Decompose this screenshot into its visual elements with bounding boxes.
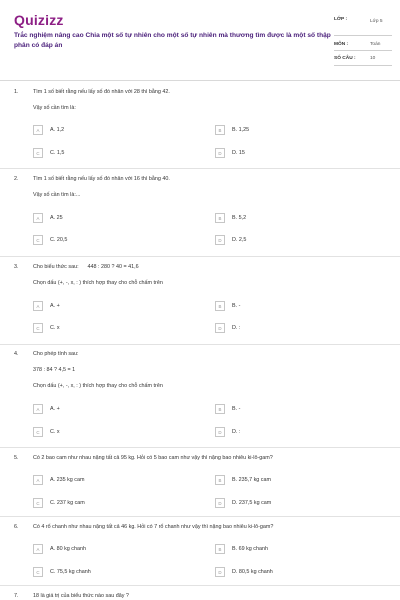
subject-value: Toán: [370, 42, 381, 47]
option-letter-box[interactable]: A: [33, 404, 43, 414]
grade-label: LỚP :: [334, 17, 348, 22]
option-text: A. 80 kg chanh: [50, 546, 86, 552]
question-divider: [0, 447, 400, 448]
meta-subject: [334, 36, 392, 51]
question-text: Tìm 1 số biết rằng nếu lấy số đó nhân với 16 thì bằng 40.: [33, 176, 170, 182]
option-letter-box[interactable]: D: [215, 427, 225, 437]
question-text: 18 là giá trị của biểu thức nào sau đây ?: [33, 593, 129, 599]
option-letter-box[interactable]: C: [33, 148, 43, 158]
question-number: 1.: [14, 89, 19, 95]
worksheet-title: Trắc nghiệm nâng cao Chia một số tự nhiên cho một số tự nhiên mà thương tìm được là một số thập phân có đáp án: [14, 32, 331, 49]
option-text: D. 80,5 kg chanh: [232, 569, 273, 575]
option-text: C. 20,5: [50, 237, 68, 243]
option-text: A. +: [50, 303, 60, 309]
question-text: Có 4 rổ chanh như nhau nặng tất cả 46 kg. Hỏi có 7 rổ chanh như vậy thì nặng bao nhiêu ki-lô-gam?: [33, 524, 274, 530]
question-text: Có 2 bao cam như nhau nặng tất cả 95 kg. Hỏi có 5 bao cam như vậy thì nặng bao nhiêu ki-lô-gam?: [33, 455, 273, 461]
option-letter-box[interactable]: D: [215, 235, 225, 245]
option-text: C. x: [50, 429, 60, 435]
option-letter-box[interactable]: B: [215, 404, 225, 414]
option-text: C. 1,5: [50, 150, 65, 156]
option-text: A. 25: [50, 215, 63, 221]
question-text: Chọn dấu (+, -, x, : ) thích hợp thay cho chỗ chấm trên: [33, 280, 163, 286]
question-divider: [0, 168, 400, 169]
option-letter-box[interactable]: C: [33, 235, 43, 245]
question-text: Vậy số cần tìm là:: [33, 105, 76, 111]
question-text: Chọn dấu (+, -, x, : ) thích hợp thay cho chỗ chấm trên: [33, 383, 163, 389]
question-divider: [0, 516, 400, 517]
subject-label: MÔN :: [334, 42, 349, 47]
option-text: D. 2,5: [232, 237, 247, 243]
option-letter-box[interactable]: C: [33, 498, 43, 508]
option-text: A. 235 kg cam: [50, 477, 85, 483]
question-text: Tìm 1 số biết rằng nếu lấy số đó nhân với 28 thì bằng 42.: [33, 89, 170, 95]
option-letter-box[interactable]: C: [33, 427, 43, 437]
option-text: C. 237 kg cam: [50, 500, 85, 506]
option-text: A. +: [50, 406, 60, 412]
option-letter-box[interactable]: C: [33, 323, 43, 333]
question-text: Cho phép tính sau:: [33, 351, 79, 357]
option-letter-box[interactable]: A: [33, 301, 43, 311]
question-text: Cho biểu thức sau: 448 : 280 ? 40 = 41,6: [33, 264, 139, 270]
question-number: 6.: [14, 524, 19, 530]
question-count-value: 10: [370, 56, 376, 61]
option-letter-box[interactable]: D: [215, 148, 225, 158]
header-divider: [0, 80, 400, 81]
option-letter-box[interactable]: A: [33, 125, 43, 135]
option-letter-box[interactable]: A: [33, 213, 43, 223]
meta-question-count: [334, 51, 392, 66]
option-text: B. 235,7 kg cam: [232, 477, 271, 483]
option-letter-box[interactable]: B: [215, 475, 225, 485]
worksheet-meta: [334, 15, 392, 66]
option-letter-box[interactable]: B: [215, 544, 225, 554]
question-text: 378 : 84 ? 4,5 = 1: [33, 367, 76, 373]
option-letter-box[interactable]: D: [215, 498, 225, 508]
question-number: 4.: [14, 351, 19, 357]
meta-grade: [334, 15, 392, 36]
option-letter-box[interactable]: B: [215, 125, 225, 135]
option-letter-box[interactable]: D: [215, 323, 225, 333]
option-text: D. 15: [232, 150, 245, 156]
option-text: A. 1,2: [50, 127, 65, 133]
question-divider: [0, 256, 400, 257]
question-divider: [0, 585, 400, 586]
quizizz-logo[interactable]: Quizizz: [14, 12, 64, 28]
option-text: B. 5,2: [232, 215, 247, 221]
question-number: 5.: [14, 455, 19, 461]
question-number: 7.: [14, 593, 19, 599]
question-divider: [0, 344, 400, 345]
option-text: D. 237,5 kg cam: [232, 500, 272, 506]
question-text: Vậy số cần tìm là:...: [33, 192, 81, 198]
question-count-label: SỐ CÂU :: [334, 56, 356, 61]
option-text: D. :: [232, 429, 241, 435]
option-letter-box[interactable]: A: [33, 544, 43, 554]
question-number: 2.: [14, 176, 19, 182]
option-text: C. x: [50, 325, 60, 331]
option-letter-box[interactable]: B: [215, 213, 225, 223]
option-letter-box[interactable]: C: [33, 567, 43, 577]
option-text: B. 69 kg chanh: [232, 546, 268, 552]
worksheet-header: [0, 0, 400, 80]
option-letter-box[interactable]: B: [215, 301, 225, 311]
option-letter-box[interactable]: D: [215, 567, 225, 577]
option-text: B. -: [232, 303, 241, 309]
option-letter-box[interactable]: A: [33, 475, 43, 485]
option-text: D. :: [232, 325, 241, 331]
option-text: C. 75,5 kg chanh: [50, 569, 91, 575]
question-number: 3.: [14, 264, 19, 270]
grade-value: Lớp 5: [370, 19, 383, 24]
option-text: B. 1,25: [232, 127, 250, 133]
option-text: B. -: [232, 406, 241, 412]
